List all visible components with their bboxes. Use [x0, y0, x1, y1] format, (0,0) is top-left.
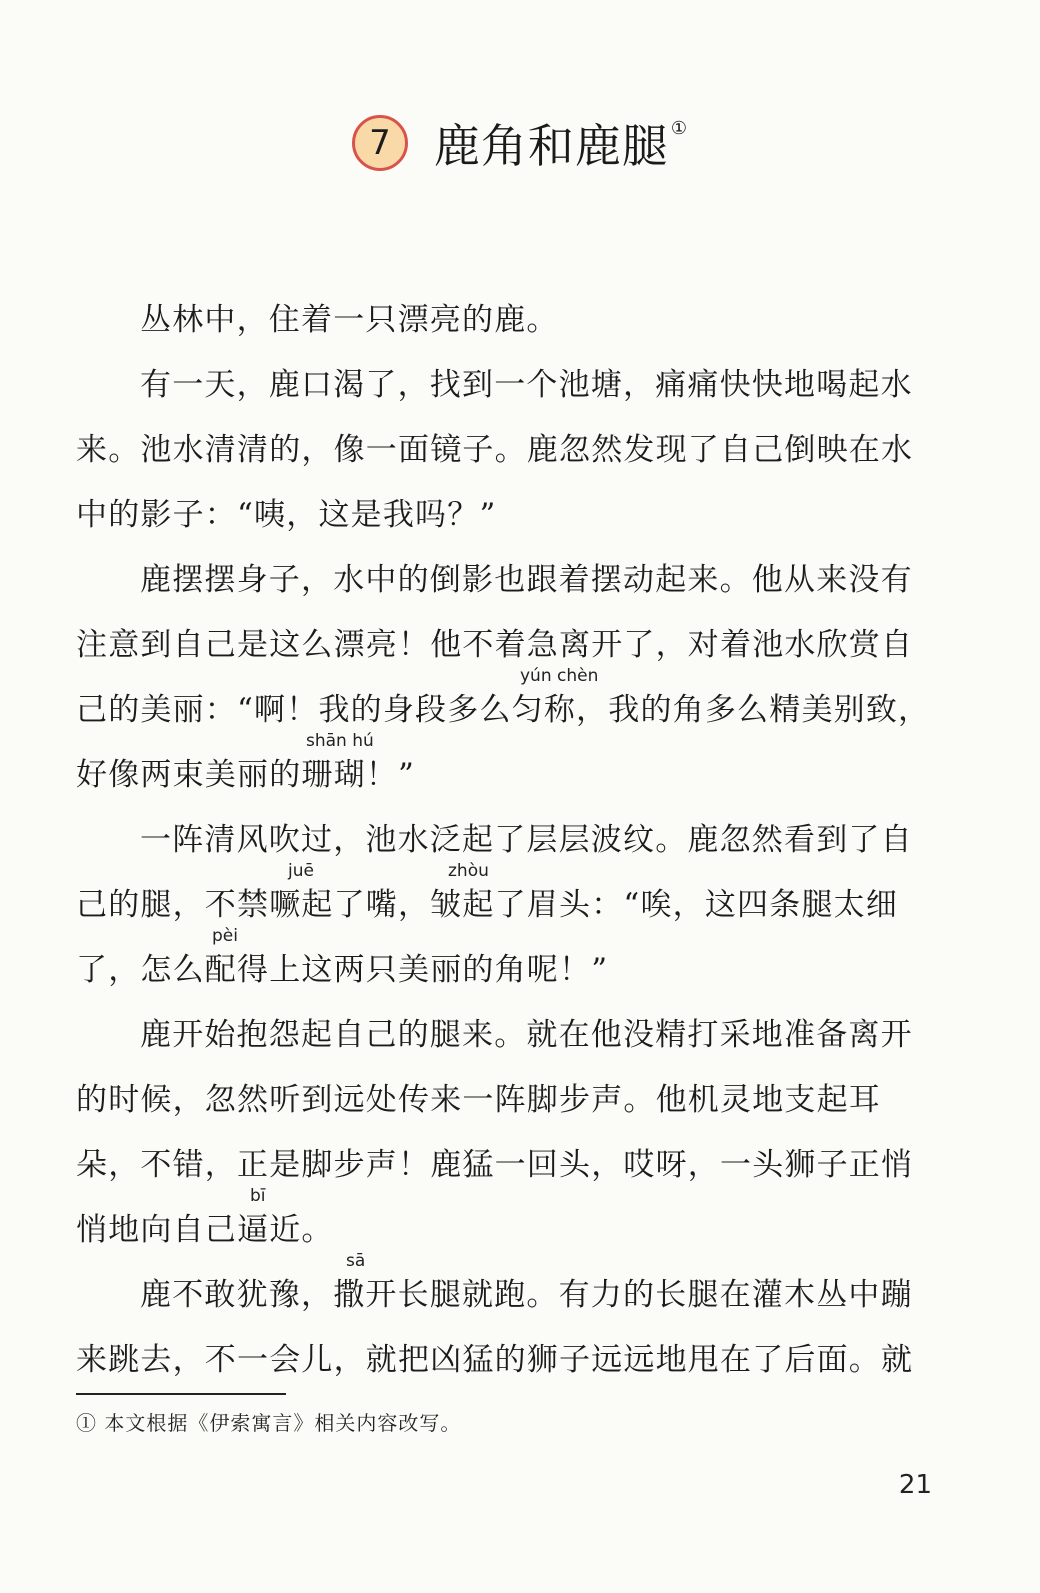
lesson-body [76, 288, 936, 1393]
text-line: 朵，不错，正是脚步声！鹿猛一回头，哎呀，一头狮子正悄 [76, 1147, 914, 1183]
page-number: 21 [898, 1470, 932, 1500]
text-line: 有一天，鹿口渴了，找到一个池塘，痛痛快快地喝起水 [140, 367, 913, 403]
text-line: 好像两束美丽的珊瑚！” [76, 757, 416, 793]
text-line: 己的美丽：“啊！我的身段多么匀称，我的角多么精美别致， [76, 692, 931, 728]
text-line: 的时候，忽然听到远处传来一阵脚步声。他机灵地支起耳 [76, 1082, 881, 1118]
text-line-with-pinyin [76, 1186, 936, 1263]
text-line-with-pinyin [76, 731, 936, 808]
lesson-title-row [0, 98, 1040, 188]
pinyin-annotation: pèi [212, 926, 238, 946]
footnote: ① 本文根据《伊索寓言》相关内容改写。 [76, 1411, 462, 1435]
text-line: 来。池水清清的，像一面镜子。鹿忽然发现了自己倒映在水 [76, 432, 914, 468]
title-footnote-mark: ① [670, 117, 689, 139]
lesson-number: 7 [369, 123, 391, 163]
text-line: 鹿不敢犹豫，撒开长腿就跑。有力的长腿在灌木丛中蹦 [140, 1277, 913, 1313]
text-line: 中的影子：“咦，这是我吗？” [76, 497, 497, 533]
text-line: 了，怎么配得上这两只美丽的角呢！” [76, 952, 609, 988]
footnote-divider [76, 1393, 286, 1395]
text-line: 悄地向自己逼近。 [76, 1212, 334, 1248]
pinyin-annotation: yún chèn [520, 666, 599, 686]
text-line: 己的腿，不禁噘起了嘴，皱起了眉头：“唉，这四条腿太细 [76, 887, 899, 923]
pinyin-annotation: sā [346, 1251, 366, 1271]
text-line-with-pinyin [76, 926, 936, 1003]
lesson-title-text: 鹿角和鹿腿 [433, 119, 669, 173]
text-line-with-pinyin [76, 861, 936, 938]
pinyin-annotation: shān hú [306, 731, 374, 751]
lesson-title [434, 110, 688, 176]
text-line: 来跳去，不一会儿，就把凶猛的狮子远远地甩在了后面。就 [76, 1342, 914, 1378]
text-line: 鹿开始抱怨起自己的腿来。就在他没精打采地准备离开 [140, 1017, 913, 1053]
text-line: 注意到自己是这么漂亮！他不着急离开了，对着池水欣赏自 [76, 627, 914, 663]
text-line: 丛林中，住着一只漂亮的鹿。 [140, 302, 559, 338]
pinyin-annotation: bī [250, 1186, 266, 1206]
text-line: 一阵清风吹过，池水泛起了层层波纹。鹿忽然看到了自 [140, 822, 913, 858]
lesson-number-badge [352, 115, 408, 171]
text-line-with-pinyin [76, 1251, 936, 1328]
pinyin-annotation: zhòu [448, 861, 489, 881]
pinyin-annotation: juē [288, 861, 314, 881]
text-line: 鹿摆摆身子，水中的倒影也跟着摆动起来。他从来没有 [140, 562, 913, 598]
text-line-with-pinyin [76, 666, 936, 743]
